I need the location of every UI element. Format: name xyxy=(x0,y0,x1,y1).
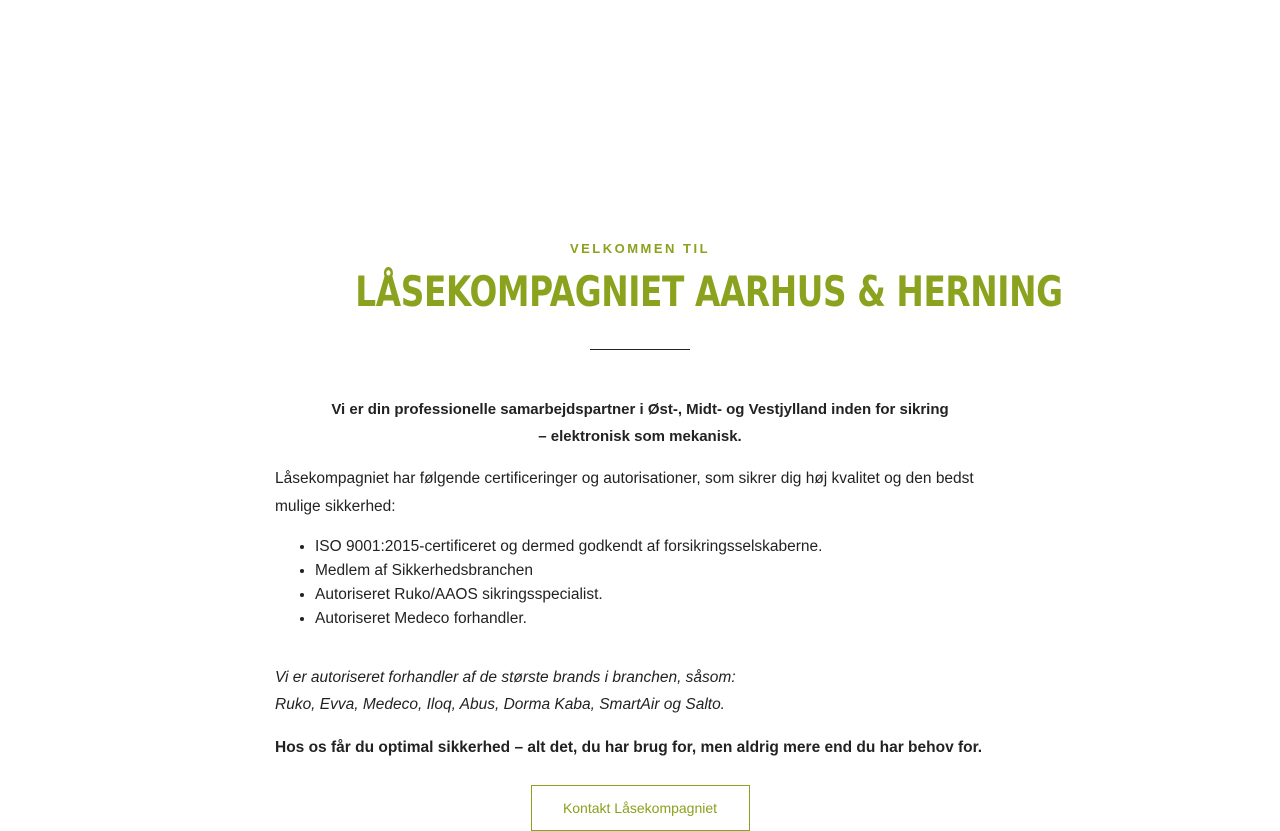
brands-paragraph xyxy=(275,664,1005,718)
closing-statement: Hos os får du optimal sikkerhed – alt det, du har brug for, men aldrig mere end du har behov for. xyxy=(275,739,983,756)
cta-wrapper xyxy=(275,785,1005,831)
intro-lead-line-2: – elektronisk som mekanisk. xyxy=(538,428,742,445)
list-item: • Autoriseret Ruko/AAOS sikringsspecialist. xyxy=(315,583,1005,607)
brands-intro: Vi er autoriseret forhandler af de største brands i branchen, såsom: xyxy=(275,669,736,686)
intro-lead xyxy=(275,396,1005,450)
title-divider xyxy=(590,349,690,350)
welcome-eyebrow: VELKOMMEN TIL xyxy=(569,241,711,256)
welcome-section xyxy=(275,240,1063,831)
certifications-list xyxy=(275,535,1005,631)
brands-list: Ruko, Evva, Medeco, Iloq, Abus, Dorma Kaba, SmartAir og Salto. xyxy=(275,696,725,713)
intro-lead-line-1: Vi er din professionelle samarbejdspartner i Øst-, Midt- og Vestjylland inden for sikring xyxy=(331,401,949,418)
list-item: • ISO 9001:2015-certificeret og dermed godkendt af forsikringsselskaberne. xyxy=(315,535,1005,559)
page-title: LÅSEKOMPAGNIET AARHUS & HERNING xyxy=(355,267,1063,316)
contact-button[interactable]: Kontakt Låsekompagniet xyxy=(531,785,750,831)
list-item: • Medlem af Sikkerhedsbranchen xyxy=(315,559,1005,583)
list-item: • Autoriseret Medeco forhandler. xyxy=(315,607,1005,631)
certifications-intro: Låsekompagniet har følgende certificeringer og autorisationer, som sikrer dig høj kvalitet og den bedst mulige sikkerhed: xyxy=(275,470,974,515)
